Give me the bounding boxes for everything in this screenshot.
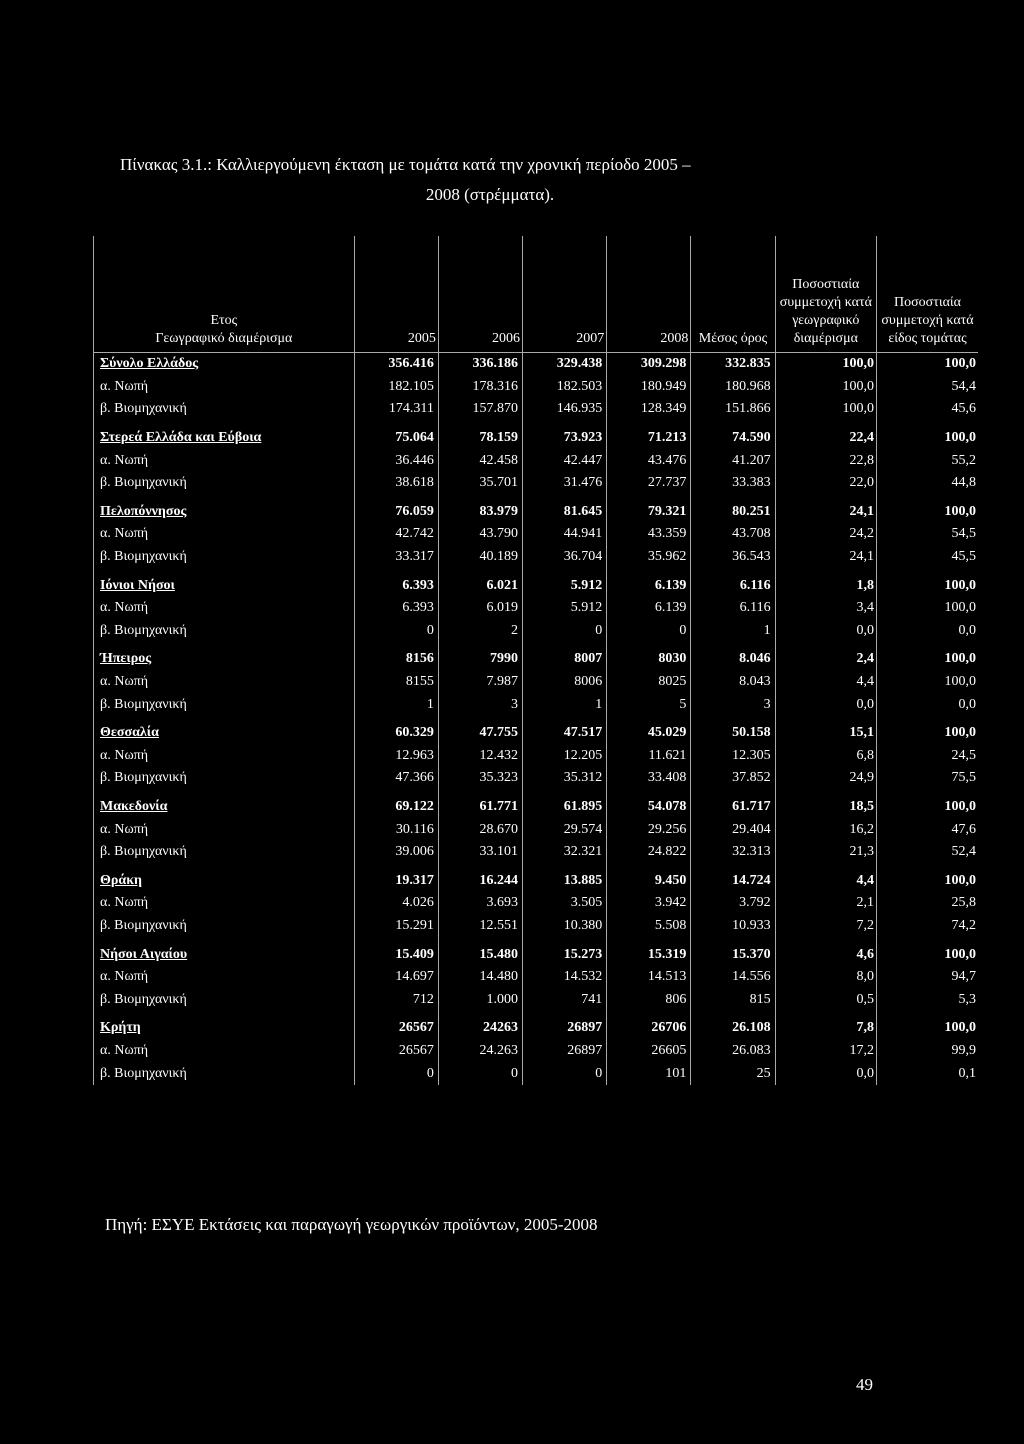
cell-v2007: 32.321 [523,841,607,864]
cell-mean: 3 [691,693,775,716]
cell-v2005: 36.446 [354,449,438,472]
table-row [94,353,979,376]
table-caption [80,150,940,210]
cell-v2008: 35.962 [607,546,691,569]
cell-v2007: 42.447 [523,449,607,472]
table-row [94,767,979,790]
cell-v2006: 35.701 [438,472,522,495]
cell-v2006: 3 [438,693,522,716]
cell-v2007: 26897 [523,1040,607,1063]
row-label: Στερεά Ελλάδα και Εύβοια [94,421,355,450]
cell-v2008: 11.621 [607,745,691,768]
table-row [94,841,979,864]
cell-v2006: 157.870 [438,398,522,421]
row-label: β. Βιομηχανική [94,1062,355,1085]
table-row [94,863,979,892]
cell-v2005: 76.059 [354,495,438,524]
cell-v2007: 13.885 [523,863,607,892]
cell-pct_region: 4,4 [775,863,876,892]
cell-pct_region: 24,1 [775,546,876,569]
page-number: 49 [856,1375,873,1394]
cell-pct_region: 100,0 [775,353,876,376]
cell-v2007: 29.574 [523,818,607,841]
cell-mean: 3.792 [691,892,775,915]
cell-v2005: 15.291 [354,915,438,938]
cell-pct_type: 25,8 [877,892,978,915]
cell-v2007: 1 [523,693,607,716]
cell-mean: 332.835 [691,353,775,376]
tomato-area-table [93,236,978,1085]
cell-v2005: 15.409 [354,937,438,966]
cell-mean: 180.968 [691,376,775,399]
table-row [94,790,979,819]
header-pct-type: Ποσοστιαία συμμετοχή κατά είδος τομάτας [877,236,978,353]
header-2008: 2008 [607,236,691,353]
table-row [94,597,979,620]
row-label: β. Βιομηχανική [94,398,355,421]
cell-pct_type: 54,5 [877,523,978,546]
cell-pct_region: 22,0 [775,472,876,495]
cell-v2006: 336.186 [438,353,522,376]
cell-pct_region: 24,1 [775,495,876,524]
cell-v2007: 44.941 [523,523,607,546]
cell-mean: 6.116 [691,597,775,620]
cell-v2008: 26706 [607,1011,691,1040]
cell-mean: 74.590 [691,421,775,450]
cell-pct_type: 100,0 [877,937,978,966]
cell-v2007: 36.704 [523,546,607,569]
table-row [94,966,979,989]
cell-mean: 1 [691,620,775,643]
header-pct-region: Ποσοστιαία συμμετοχή κατά γεωγραφικό διαμέρισμα [775,236,876,353]
cell-v2005: 12.963 [354,745,438,768]
header-mean: Μέσος όρος [691,236,775,353]
cell-mean: 12.305 [691,745,775,768]
cell-pct_type: 44,8 [877,472,978,495]
cell-v2005: 19.317 [354,863,438,892]
cell-mean: 26.083 [691,1040,775,1063]
table-row [94,472,979,495]
cell-v2007: 182.503 [523,376,607,399]
table-body [94,353,979,1085]
cell-v2005: 4.026 [354,892,438,915]
cell-v2007: 3.505 [523,892,607,915]
cell-pct_region: 7,2 [775,915,876,938]
cell-v2006: 178.316 [438,376,522,399]
cell-pct_type: 5,3 [877,988,978,1011]
cell-v2006: 43.790 [438,523,522,546]
cell-v2008: 309.298 [607,353,691,376]
row-label: α. Νωπή [94,818,355,841]
cell-v2007: 146.935 [523,398,607,421]
cell-pct_type: 74,2 [877,915,978,938]
cell-pct_region: 24,9 [775,767,876,790]
cell-v2008: 27.737 [607,472,691,495]
row-label: α. Νωπή [94,745,355,768]
cell-v2005: 39.006 [354,841,438,864]
cell-pct_type: 54,4 [877,376,978,399]
cell-v2005: 0 [354,1062,438,1085]
cell-v2008: 43.359 [607,523,691,546]
cell-v2008: 806 [607,988,691,1011]
header-year-label: Ετος [210,313,238,328]
cell-v2007: 12.205 [523,745,607,768]
cell-v2008: 14.513 [607,966,691,989]
cell-pct_region: 16,2 [775,818,876,841]
cell-v2008: 101 [607,1062,691,1085]
row-label: Πελοπόννησος [94,495,355,524]
cell-v2006: 0 [438,1062,522,1085]
row-label: β. Βιομηχανική [94,472,355,495]
cell-mean: 10.933 [691,915,775,938]
cell-v2006: 7990 [438,642,522,671]
cell-v2005: 174.311 [354,398,438,421]
cell-pct_type: 100,0 [877,1011,978,1040]
cell-v2007: 31.476 [523,472,607,495]
cell-v2007: 0 [523,1062,607,1085]
cell-mean: 43.708 [691,523,775,546]
cell-v2008: 3.942 [607,892,691,915]
row-label: α. Νωπή [94,597,355,620]
cell-v2007: 14.532 [523,966,607,989]
cell-pct_type: 45,6 [877,398,978,421]
cell-v2008: 6.139 [607,597,691,620]
row-label: Ιόνιοι Νήσοι [94,568,355,597]
cell-v2006: 14.480 [438,966,522,989]
cell-mean: 25 [691,1062,775,1085]
cell-v2005: 38.618 [354,472,438,495]
cell-v2006: 33.101 [438,841,522,864]
cell-v2007: 5.912 [523,568,607,597]
table-row [94,693,979,716]
cell-v2005: 1 [354,693,438,716]
cell-v2005: 60.329 [354,716,438,745]
row-label: β. Βιομηχανική [94,620,355,643]
cell-v2007: 329.438 [523,353,607,376]
cell-mean: 32.313 [691,841,775,864]
row-label: Νήσοι Αιγαίου [94,937,355,966]
cell-pct_type: 100,0 [877,495,978,524]
cell-v2007: 61.895 [523,790,607,819]
row-label: β. Βιομηχανική [94,767,355,790]
header-2005: 2005 [354,236,438,353]
cell-pct_type: 55,2 [877,449,978,472]
table-row [94,620,979,643]
cell-v2005: 26567 [354,1011,438,1040]
table-row [94,495,979,524]
cell-pct_region: 0,0 [775,693,876,716]
table-row [94,671,979,694]
cell-pct_region: 2,1 [775,892,876,915]
cell-v2008: 43.476 [607,449,691,472]
cell-v2006: 3.693 [438,892,522,915]
cell-pct_type: 100,0 [877,353,978,376]
cell-pct_type: 100,0 [877,790,978,819]
cell-pct_type: 0,1 [877,1062,978,1085]
cell-v2008: 128.349 [607,398,691,421]
cell-v2006: 6.021 [438,568,522,597]
cell-mean: 37.852 [691,767,775,790]
table-row [94,546,979,569]
cell-pct_type: 100,0 [877,716,978,745]
cell-mean: 8.046 [691,642,775,671]
cell-pct_region: 0,0 [775,620,876,643]
cell-mean: 815 [691,988,775,1011]
cell-pct_region: 4,6 [775,937,876,966]
cell-v2007: 8006 [523,671,607,694]
row-label: β. Βιομηχανική [94,546,355,569]
row-label: Θεσσαλία [94,716,355,745]
cell-pct_region: 100,0 [775,376,876,399]
cell-v2007: 26897 [523,1011,607,1040]
caption-line-1: Πίνακας 3.1.: Καλλιεργούμενη έκταση με τομάτα κατά την χρονική περίοδο 2005 – [120,155,691,174]
header-2007: 2007 [523,236,607,353]
table-row [94,818,979,841]
cell-pct_region: 18,5 [775,790,876,819]
cell-v2005: 6.393 [354,568,438,597]
row-label: Σύνολο Ελλάδος [94,353,355,376]
header-2006: 2006 [438,236,522,353]
row-label: β. Βιομηχανική [94,841,355,864]
cell-mean: 36.543 [691,546,775,569]
cell-v2005: 30.116 [354,818,438,841]
cell-v2008: 79.321 [607,495,691,524]
table-row [94,937,979,966]
cell-v2006: 35.323 [438,767,522,790]
cell-v2006: 16.244 [438,863,522,892]
cell-v2008: 24.822 [607,841,691,864]
caption-line-2: 2008 (στρέμματα). [425,185,555,204]
row-label: α. Νωπή [94,671,355,694]
cell-pct_region: 100,0 [775,398,876,421]
cell-v2007: 741 [523,988,607,1011]
header-row [94,236,979,353]
table-row [94,523,979,546]
cell-v2008: 15.319 [607,937,691,966]
cell-pct_type: 99,9 [877,1040,978,1063]
cell-v2007: 0 [523,620,607,643]
row-label: α. Νωπή [94,892,355,915]
cell-v2005: 14.697 [354,966,438,989]
cell-v2008: 29.256 [607,818,691,841]
cell-v2005: 8156 [354,642,438,671]
cell-pct_region: 2,4 [775,642,876,671]
cell-pct_type: 100,0 [877,421,978,450]
cell-pct_region: 1,8 [775,568,876,597]
cell-v2007: 35.312 [523,767,607,790]
row-label: Θράκη [94,863,355,892]
row-label: α. Νωπή [94,523,355,546]
table-row [94,988,979,1011]
table-row [94,1062,979,1085]
cell-pct_region: 4,4 [775,671,876,694]
cell-mean: 14.724 [691,863,775,892]
cell-v2005: 26567 [354,1040,438,1063]
table-row [94,892,979,915]
cell-v2005: 8155 [354,671,438,694]
row-label: α. Νωπή [94,449,355,472]
cell-mean: 15.370 [691,937,775,966]
cell-v2008: 5 [607,693,691,716]
cell-v2006: 78.159 [438,421,522,450]
table-row [94,421,979,450]
table-row [94,398,979,421]
table-row [94,716,979,745]
cell-v2006: 12.432 [438,745,522,768]
cell-v2008: 33.408 [607,767,691,790]
cell-v2007: 81.645 [523,495,607,524]
cell-v2006: 2 [438,620,522,643]
cell-v2006: 6.019 [438,597,522,620]
cell-v2006: 83.979 [438,495,522,524]
cell-mean: 6.116 [691,568,775,597]
cell-pct_region: 3,4 [775,597,876,620]
cell-v2008: 5.508 [607,915,691,938]
cell-pct_type: 52,4 [877,841,978,864]
cell-pct_type: 75,5 [877,767,978,790]
row-label: Ήπειρος [94,642,355,671]
row-label: β. Βιομηχανική [94,915,355,938]
table-row [94,1011,979,1040]
row-label: α. Νωπή [94,966,355,989]
cell-v2005: 47.366 [354,767,438,790]
cell-v2008: 54.078 [607,790,691,819]
cell-v2006: 47.755 [438,716,522,745]
cell-pct_type: 100,0 [877,671,978,694]
cell-pct_region: 22,4 [775,421,876,450]
cell-v2008: 45.029 [607,716,691,745]
cell-pct_region: 17,2 [775,1040,876,1063]
cell-mean: 33.383 [691,472,775,495]
cell-v2006: 1.000 [438,988,522,1011]
table-row [94,642,979,671]
cell-v2006: 24263 [438,1011,522,1040]
cell-v2005: 182.105 [354,376,438,399]
cell-pct_type: 94,7 [877,966,978,989]
cell-pct_region: 6,8 [775,745,876,768]
cell-mean: 8.043 [691,671,775,694]
cell-v2006: 61.771 [438,790,522,819]
cell-v2005: 69.122 [354,790,438,819]
cell-v2007: 8007 [523,642,607,671]
cell-v2006: 7.987 [438,671,522,694]
cell-pct_type: 100,0 [877,568,978,597]
cell-v2008: 9.450 [607,863,691,892]
cell-v2007: 10.380 [523,915,607,938]
cell-v2008: 8030 [607,642,691,671]
cell-mean: 50.158 [691,716,775,745]
cell-pct_region: 8,0 [775,966,876,989]
cell-v2008: 0 [607,620,691,643]
cell-mean: 14.556 [691,966,775,989]
cell-v2005: 75.064 [354,421,438,450]
cell-mean: 41.207 [691,449,775,472]
cell-v2007: 5.912 [523,597,607,620]
cell-pct_type: 100,0 [877,642,978,671]
cell-pct_region: 24,2 [775,523,876,546]
cell-mean: 151.866 [691,398,775,421]
cell-v2007: 15.273 [523,937,607,966]
cell-mean: 61.717 [691,790,775,819]
cell-pct_region: 22,8 [775,449,876,472]
row-label: α. Νωπή [94,376,355,399]
cell-v2008: 8025 [607,671,691,694]
cell-pct_region: 7,8 [775,1011,876,1040]
cell-pct_type: 100,0 [877,863,978,892]
cell-v2006: 24.263 [438,1040,522,1063]
header-region [94,236,355,353]
cell-pct_region: 0,5 [775,988,876,1011]
cell-pct_type: 24,5 [877,745,978,768]
table-row [94,376,979,399]
cell-v2005: 33.317 [354,546,438,569]
cell-v2006: 28.670 [438,818,522,841]
cell-v2007: 73.923 [523,421,607,450]
table-row [94,449,979,472]
row-label: β. Βιομηχανική [94,988,355,1011]
cell-v2008: 6.139 [607,568,691,597]
cell-v2008: 180.949 [607,376,691,399]
row-label: Μακεδονία [94,790,355,819]
cell-pct_region: 15,1 [775,716,876,745]
cell-v2005: 42.742 [354,523,438,546]
cell-v2005: 712 [354,988,438,1011]
cell-pct_region: 0,0 [775,1062,876,1085]
cell-pct_type: 47,6 [877,818,978,841]
source-note: Πηγή: ΕΣΥΕ Εκτάσεις και παραγωγή γεωργικών προϊόντων, 2005-2008 [105,1215,598,1234]
cell-v2008: 71.213 [607,421,691,450]
cell-v2005: 0 [354,620,438,643]
cell-mean: 26.108 [691,1011,775,1040]
cell-pct_type: 0,0 [877,693,978,716]
cell-v2006: 40.189 [438,546,522,569]
table-row [94,745,979,768]
table-row [94,1040,979,1063]
cell-pct_type: 45,5 [877,546,978,569]
cell-v2005: 6.393 [354,597,438,620]
cell-v2006: 12.551 [438,915,522,938]
cell-pct_type: 0,0 [877,620,978,643]
row-label: Κρήτη [94,1011,355,1040]
cell-pct_type: 100,0 [877,597,978,620]
header-region-label: Γεωγραφικό διαμέρισμα [155,331,293,346]
cell-v2008: 26605 [607,1040,691,1063]
row-label: α. Νωπή [94,1040,355,1063]
table-row [94,915,979,938]
cell-mean: 80.251 [691,495,775,524]
cell-v2006: 42.458 [438,449,522,472]
cell-pct_region: 21,3 [775,841,876,864]
row-label: β. Βιομηχανική [94,693,355,716]
table-row [94,568,979,597]
cell-v2005: 356.416 [354,353,438,376]
cell-v2007: 47.517 [523,716,607,745]
cell-v2006: 15.480 [438,937,522,966]
cell-mean: 29.404 [691,818,775,841]
